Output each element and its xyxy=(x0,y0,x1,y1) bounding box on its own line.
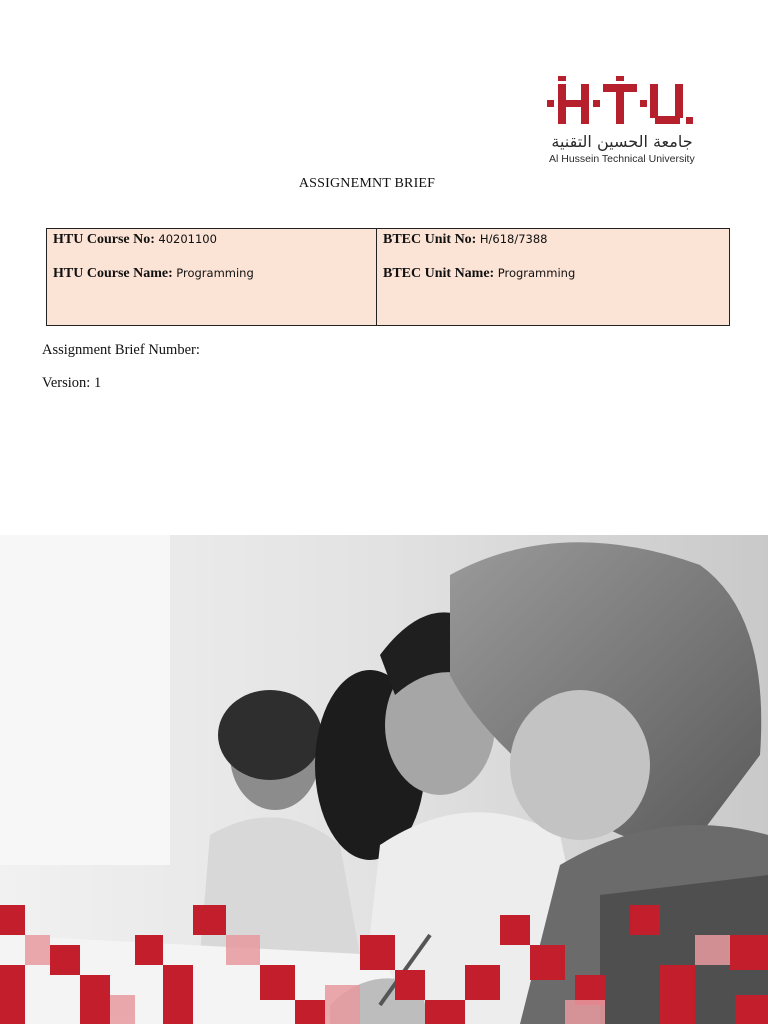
course-info-right-cell xyxy=(377,229,729,325)
unit-name-row xyxy=(383,265,723,282)
htu-logo-icon xyxy=(545,76,695,131)
unit-no-value: H/618/7388 xyxy=(479,232,548,246)
unit-name-value: Programming xyxy=(497,266,576,280)
course-name-value: Programming xyxy=(176,266,254,280)
version-line: Version: 1 xyxy=(42,375,102,391)
unit-name-label: BTEC Unit Name: xyxy=(383,266,495,281)
course-no-value: 40201100 xyxy=(158,232,217,246)
cover-photo xyxy=(0,535,768,1024)
logo-arabic-name: جامعة الحسين التقنية xyxy=(551,132,693,151)
htu-logo xyxy=(545,76,695,168)
course-no-label: HTU Course No: xyxy=(53,232,155,247)
course-no-row xyxy=(53,231,370,248)
students-writing-photo-icon xyxy=(0,535,768,1024)
course-info-table xyxy=(46,228,730,326)
page-title: ASSIGNEMNT BRIEF xyxy=(298,176,436,191)
course-info-left-cell xyxy=(47,229,377,325)
course-name-label: HTU Course Name: xyxy=(53,266,173,281)
unit-no-row xyxy=(383,231,723,248)
brief-number-line: Assignment Brief Number: xyxy=(42,342,200,358)
logo-english-name: Al Hussein Technical University xyxy=(549,153,695,165)
course-name-row xyxy=(53,265,370,282)
unit-no-label: BTEC Unit No: xyxy=(383,232,477,247)
